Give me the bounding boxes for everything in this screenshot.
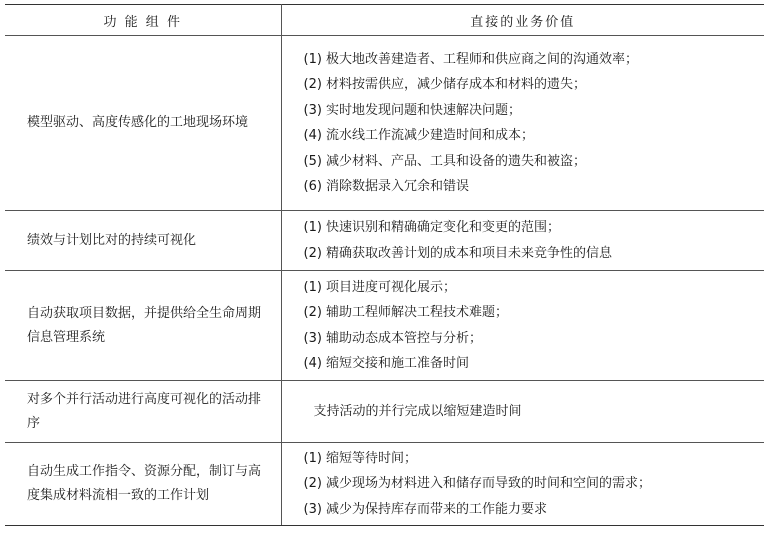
header-business-value: 直接的业务价值: [281, 5, 764, 36]
component-cell: 绩效与计划比对的持续可视化: [5, 211, 281, 271]
component-cell: 对多个并行活动进行高度可视化的活动排序: [5, 381, 281, 443]
value-item: (3) 实时地发现问题和快速解决问题；: [303, 102, 522, 118]
business-value-table: [5, 4, 764, 526]
value-item: (4) 流水线工作流减少建造时间和成本；: [303, 128, 535, 143]
table-row: [5, 443, 764, 526]
value-item: 支持活动的并行完成以缩短建造时间: [313, 403, 522, 419]
header-component: 功 能 组 件: [5, 5, 281, 36]
value-item: (6) 消除数据录入冗余和错误: [303, 179, 470, 194]
value-item: (2) 减少现场为材料进入和储存而导致的时间和空间的需求；: [303, 476, 652, 492]
value-cell: [281, 271, 764, 381]
value-item: (1) 缩短等待时间；: [303, 450, 418, 466]
value-item: (3) 减少为保持库存而带来的工作能力要求: [303, 501, 548, 517]
value-item: (1) 快速识别和精确确定变化和变更的范围；: [303, 220, 561, 235]
header-row: [5, 5, 764, 36]
value-cell: [281, 443, 764, 526]
value-item: (3) 辅助动态成本管控与分析；: [303, 330, 483, 346]
component-cell: 自动生成工作指令、资源分配，制订与高度集成材料流相一致的工作计划: [5, 443, 281, 526]
value-item: (4) 缩短交接和施工准备时间: [303, 356, 470, 371]
table-row: [5, 271, 764, 381]
component-cell: 自动获取项目数据，并提供给全生命周期信息管理系统: [5, 271, 281, 381]
value-item: (2) 辅助工程师解决工程技术难题；: [303, 305, 509, 320]
value-cell: [281, 211, 764, 271]
component-cell: 模型驱动、高度传感化的工地现场环境: [5, 36, 281, 211]
table-row: [5, 36, 764, 211]
value-item: (1) 极大地改善建造者、工程师和供应商之间的沟通效率；: [303, 51, 639, 67]
table-row: [5, 211, 764, 271]
value-item: (1) 项目进度可视化展示；: [303, 279, 457, 295]
value-item: (5) 减少材料、产品、工具和设备的遗失和被盗；: [303, 153, 587, 169]
value-cell: [281, 381, 764, 443]
table-row: [5, 381, 764, 443]
value-cell: [281, 36, 764, 211]
value-item: (2) 精确获取改善计划的成本和项目未来竞争性的信息: [303, 245, 613, 261]
value-item: (2) 材料按需供应，减少储存成本和材料的遗失；: [303, 77, 587, 92]
